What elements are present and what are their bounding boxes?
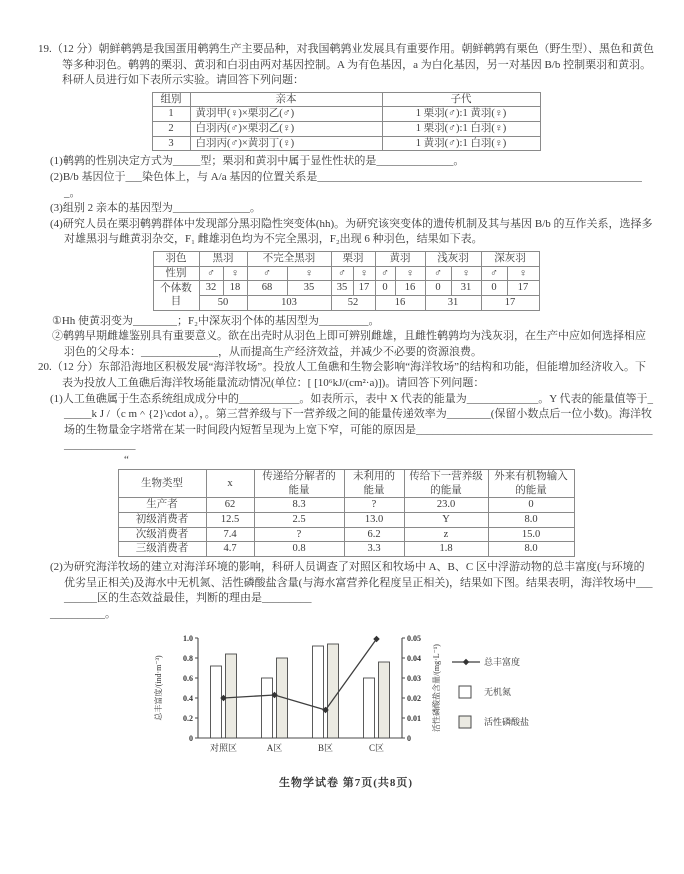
svg-text:0.04: 0.04 — [407, 654, 421, 664]
svg-text:无机氮: 无机氮 — [484, 687, 512, 698]
cross-header-parents: 亲本 — [190, 92, 382, 107]
feather-sex-row: 性别 ♂ ♀ ♂ ♀ ♂ ♀ ♂ ♀ ♂ ♀ ♂ ♀ — [153, 266, 539, 281]
svg-text:0.2: 0.2 — [183, 714, 193, 724]
cross-table-header-row — [152, 92, 540, 107]
q19-cross-table — [152, 92, 541, 152]
svg-text:总丰富度/(ind·m⁻³): 总丰富度/(ind·m⁻³) — [154, 655, 163, 722]
q19-blank-2: (2)B/b 基因位于___染色体上，与 A/a 基因的位置关系是____________________________________________________________。 — [50, 171, 642, 199]
q19-blank-3: (3)组别 2 亲本的基因型为______________。 — [50, 202, 261, 215]
svg-text:0.4: 0.4 — [183, 694, 193, 704]
q19-blank-4-2: ②鹌鹑早期雌雄鉴别具有重要意义。欲在出壳时从羽色上即可辨别雌雄，且雌性鹌鹑均为浅灰羽，在生产中应如何选择相应羽色的父母本：______________，从而提高生产经济效益，并减少不必要的资源浪费。 — [52, 330, 646, 358]
feather-color-row: 羽色 黑羽 不完全黑羽 栗羽 黄羽 浅灰羽 深灰羽 — [153, 252, 539, 267]
q19-number: 19. — [38, 43, 52, 55]
svg-text:活性磷酸盐含量/(mg·L⁻¹): 活性磷酸盐含量/(mg·L⁻¹) — [432, 644, 441, 733]
svg-text:0.8: 0.8 — [183, 654, 193, 664]
energy-table-header-row: 生物类型 x 传递给分解者的能量 未利用的能量 传给下一营养级的能量 外来有机物输入的能量 — [118, 470, 574, 498]
question-20 — [38, 360, 654, 774]
table-row: 三级消费者 4.7 0.8 3.3 1.8 8.0 — [118, 542, 574, 557]
cross-header-group: 组别 — [152, 92, 190, 107]
table-row: 生产者 62 8.3 ? 23.0 0 — [118, 498, 574, 513]
table-row: 初级消费者 12.5 2.5 13.0 Y 8.0 — [118, 513, 574, 528]
table-row: 1 黄羽甲(♀)×栗羽乙(♂) 1 栗羽(♂):1 黄羽(♀) — [152, 107, 540, 122]
svg-text:0: 0 — [407, 734, 411, 744]
q19-feather-table — [153, 251, 540, 311]
q19-blank-4: (4)研究人员在栗羽鹌鹑群体中发现部分黑羽隐性突变体(hh)。为研究该突变体的遗传机制及其与基因 B/b 的互作关系，选择多对雄黑羽与雌黄羽杂交，F₁ 雌雄羽色均为不完全黑羽，F₂出现 6 种羽色，结果如下表。 — [50, 217, 653, 246]
svg-text:0.02: 0.02 — [407, 694, 421, 704]
q20-stray-quote: “ — [124, 454, 129, 467]
svg-text:B区: B区 — [317, 743, 334, 754]
svg-text:A区: A区 — [266, 743, 283, 754]
svg-text:0: 0 — [189, 734, 193, 744]
svg-text:C区: C区 — [368, 743, 385, 754]
svg-text:0.05: 0.05 — [407, 634, 421, 644]
svg-text:0.01: 0.01 — [407, 714, 421, 724]
q20-energy-table — [118, 469, 575, 557]
svg-text:总丰富度: 总丰富度 — [484, 657, 521, 668]
svg-text:对照区: 对照区 — [209, 743, 238, 754]
table-row: 次级消费者 7.4 ? 6.2 z 15.0 — [118, 527, 574, 542]
svg-text:1.0: 1.0 — [183, 634, 193, 644]
q20-blank-2: (2)为研究海洋牧场的建立对海洋环境的影响，科研人员调查了对照区和牧场中 A、B、C 区中浮游动物的总丰富度(与环境的优劣呈正相关)及海水中无机氮、活性磷酸盐含量(与海水富营养化程度呈正相关)，结果如下图。结果表明，海洋牧场中_________区的生态效益最佳，判断的理由是_________ — [50, 561, 653, 605]
feather-count-row: 个体数目 32 18 68 35 35 17 0 16 0 31 0 17 — [153, 281, 539, 296]
page-footer: 生物学试卷 第7页(共8页) — [278, 777, 414, 790]
feather-total-row: 50 103 52 16 31 17 — [153, 295, 539, 310]
q19-blank-4-1: ①Hh 使黄羽变为________；F₂中深灰羽个体的基因型为_________。 — [52, 314, 380, 327]
table-row: 3 白羽丙(♂)×黄羽丁(♀) 1 黄羽(♂):1 白羽(♀) — [152, 136, 540, 151]
question-19 — [38, 42, 654, 360]
cross-header-offspring: 子代 — [382, 92, 540, 107]
q19-blank-1: (1)鹌鹑的性别决定方式为_____型；栗羽和黄羽中属于显性性状的是______________。 — [50, 155, 465, 168]
q19-intro: 19.（12 分）朝鲜鹌鹑是我国蛋用鹌鹑生产主要品种，对我国鹌鹑业发展具有重要作用。朝鲜鹌鹑有栗色（野生型）、黑色和黄色等多种羽色。鹌鹑的栗羽、黄羽和白羽由两对基因控制。A 为有色基因，a 为白化基因，另一对基因 B/b 控制栗羽和黄羽。科研人员进行如下表所示实验。请回答下列问题： — [38, 43, 654, 87]
table-row: 2 白羽丙(♂)×栗羽乙(♀) 1 栗羽(♂):1 白羽(♀) — [152, 122, 540, 137]
svg-text:活性磷酸盐: 活性磷酸盐 — [484, 717, 530, 728]
svg-text:0.6: 0.6 — [183, 674, 193, 684]
q20-blank-1: (1)人工鱼礁属于生态系统组成成分中的___________。如表所示，表中 X 代表的能量为_____________。Y 代表的能量值等于______k J /（c m＾{2}\cdot a），。第三营养级与下一营养级之间的能量传递效率为________(保留小数点后一位小数)。海洋牧场的生物量金字塔常在某一时间段内短暂呈现为上宽下窄，可能的原因是________________________________________________________ — [50, 392, 654, 452]
q20-intro: 20.（12 分）东部沿海地区积极发展“海洋牧场”。投放人工鱼礁和生物会影响“海洋牧场”的结构和功能，但能增加经济收入。下表为投放人工鱼礁后海洋牧场能量流动情况(单位：[ [10⁶kJ/(cm²·a)])。请回答下列问题： — [38, 361, 647, 390]
svg-text:0.03: 0.03 — [407, 674, 421, 684]
ecology-bar-line-chart — [150, 626, 654, 774]
q20-number: 20. — [38, 361, 52, 374]
q20-blank-2-cont: __________。 — [50, 607, 116, 620]
chart-canvas — [150, 626, 582, 768]
